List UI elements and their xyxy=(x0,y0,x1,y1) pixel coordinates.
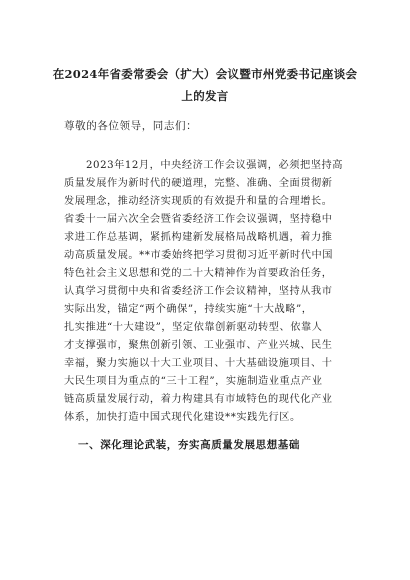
body-line: 省委十一届六次全会暨省委经济工作会议强调，坚持稳中 xyxy=(64,214,333,225)
body-line: 链高质量发展行动，着力构建具有市域特色的现代化产业 xyxy=(64,394,333,405)
greeting: 尊敬的各位领导，同志们： xyxy=(64,120,198,132)
body-line: 体系，加快打造中国式现代化建设**实践先行区。 xyxy=(64,412,301,423)
document-title-line-2: 上的发言 xyxy=(181,89,229,103)
body-line: 实际出发，锚定“两个确保”，持续实施“十大战略”， xyxy=(64,304,313,315)
body-line: 认真学习贯彻中央和省委经济工作会议精神，坚持从我市 xyxy=(64,286,333,297)
body-line: 2023年12月，中央经济工作会议强调，必须把坚持高 xyxy=(86,160,343,171)
body-line: 才支撑强市，聚焦创新引领、工业强市、产业兴城、民生 xyxy=(64,340,333,351)
body-line: 大民生项目为重点的“三十工程”，实施制造业重点产业 xyxy=(64,376,323,387)
body-line: 扎实推进“十大建设”，坚定依靠创新驱动转型、依靠人 xyxy=(64,322,323,333)
body-line: 动高质量发展。**市委始终把学习贯彻习近平新时代中国 xyxy=(64,250,333,261)
body-line: 幸福，聚力实施以十大工业项目、十大基础设施项目、十 xyxy=(64,358,333,369)
section-heading: 一、深化理论武装，夯实高质量发展思想基础 xyxy=(78,439,300,451)
body-line: 求进工作总基调，紧抓构建新发展格局战略机遇，着力推 xyxy=(64,232,333,243)
body-line: 特色社会主义思想和党的二十大精神作为首要政治任务， xyxy=(64,268,333,279)
body-line: 质量发展作为新时代的硬道理，完整、准确、全面贯彻新 xyxy=(64,178,333,189)
body-line: 发展理念，推动经济实现质的有效提升和量的合理增长。 xyxy=(64,196,333,207)
document-title-line-1: 在2024年省委常委会（扩大）会议暨市州党委书记座谈会 xyxy=(52,67,358,81)
